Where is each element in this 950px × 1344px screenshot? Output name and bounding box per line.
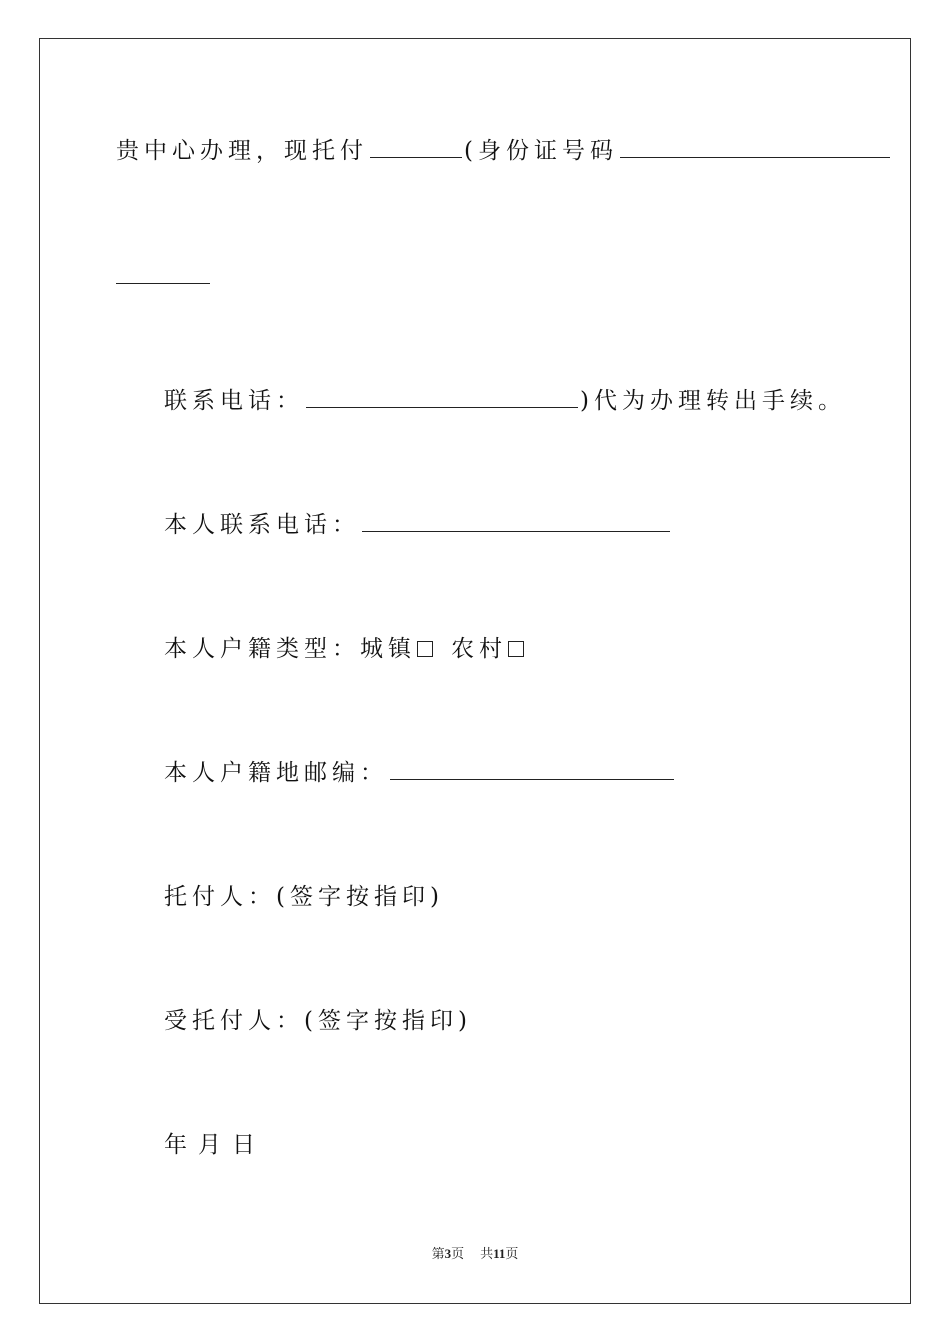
option-rural-label: 农村 (451, 636, 507, 662)
date-day: 日 (232, 1132, 260, 1158)
own-phone-blank (362, 513, 670, 532)
agent-phone-blank (306, 389, 578, 408)
line-id-continuation (116, 262, 210, 292)
page-footer (0, 1245, 950, 1263)
line-agent-phone (164, 386, 846, 416)
agent-phone-label: 联系电话： (164, 388, 304, 414)
principal-signature-text: 托付人：(签字按指印) (164, 884, 444, 910)
household-type-label: 本人户籍类型： (164, 636, 360, 662)
option-urban-label: 城镇 (360, 636, 416, 662)
line-date (164, 1130, 260, 1160)
footer-total-prefix: 共 (480, 1246, 494, 1261)
line-own-phone (164, 510, 672, 540)
rural-checkbox (508, 641, 524, 657)
postal-code-blank (390, 761, 674, 780)
date-month: 月 (198, 1132, 226, 1158)
id-number-blank (620, 139, 890, 158)
date-year: 年 (164, 1132, 192, 1158)
footer-total-number: 11 (493, 1246, 506, 1261)
footer-page-prefix: 第 (431, 1246, 445, 1261)
id-number-blank-continued (116, 265, 210, 284)
footer-total-suffix: 页 (505, 1246, 519, 1261)
line-handling-center (116, 136, 892, 166)
line-postal-code (164, 758, 676, 788)
line-household-type (164, 634, 528, 664)
transfer-text: )代为办理转出手续。 (580, 388, 846, 414)
page-border (39, 38, 911, 1304)
text-center-handling: 贵中心办理，现托付 (116, 138, 368, 164)
own-phone-label: 本人联系电话： (164, 512, 360, 538)
agent-signature-text: 受托付人：(签字按指印) (164, 1008, 472, 1034)
line-principal-signature (164, 882, 444, 912)
agent-name-blank (370, 139, 462, 158)
footer-page-number: 3 (444, 1246, 452, 1261)
line-agent-signature (164, 1006, 472, 1036)
text-id-number-label: (身份证号码 (464, 138, 618, 164)
urban-checkbox (417, 641, 433, 657)
footer-page-suffix: 页 (451, 1246, 465, 1261)
postal-code-label: 本人户籍地邮编： (164, 760, 388, 786)
